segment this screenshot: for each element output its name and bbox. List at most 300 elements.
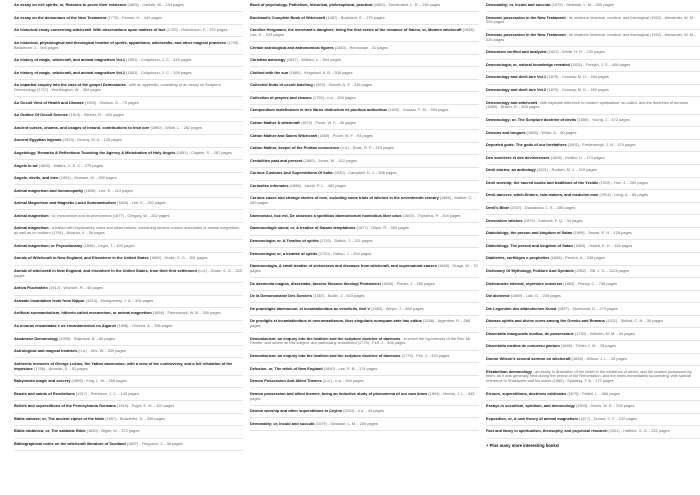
book-title[interactable]: Die alchemie	[486, 294, 510, 299]
book-title[interactable]: Dissertatio medica de conuersu pactum	[486, 344, 560, 349]
book-entry[interactable]	[14, 311, 243, 320]
book-meta: (1930) - Campbell, D. J. - 308 pages	[333, 171, 397, 176]
book-meta: (1870) - Poole, W. F. - 36 pages	[300, 121, 356, 125]
book-entry[interactable]	[486, 370, 700, 389]
book-title[interactable]: Beliefs and superstitions of the Pennsylvania Germans	[14, 404, 116, 409]
book-entry[interactable]	[250, 28, 479, 42]
book-title[interactable]: Devil stories; an anthology	[486, 168, 536, 173]
book-title[interactable]: Cotton Mather, keeper of the Puritan conscience	[250, 146, 340, 151]
book-entry[interactable]	[486, 429, 700, 438]
book-title[interactable]: Aramaic incantation texts from Nippur	[14, 298, 85, 303]
book-meta: (1920) - Sinnett, A. P. - 316 pages	[313, 83, 373, 88]
book-title[interactable]: Demonism verified and analyzed	[486, 50, 547, 55]
book-meta: (1919) - Hoe, J. - 250 pages	[599, 180, 648, 185]
book-title[interactable]: Demonic possession in the New Testament	[486, 15, 566, 20]
book-entry[interactable]	[14, 244, 243, 253]
book-title[interactable]: De la Demonomanie Des Sorciers	[250, 294, 313, 299]
book-meta: (n.d.) - Kirk, W. - 330 pages	[78, 349, 126, 354]
book-entry[interactable]	[14, 269, 243, 283]
book-title[interactable]: Demonology and witchcraft	[486, 100, 538, 105]
book-meta: (1869) - Poole, W. F. - 93 pages	[318, 133, 374, 138]
book-title[interactable]: Animal magnetism and homoeopathy	[14, 188, 84, 193]
book-entry[interactable]	[14, 176, 243, 185]
book-entry[interactable]	[14, 126, 243, 135]
book-entry[interactable]	[14, 189, 243, 198]
book-title[interactable]: Assamese Demonology	[14, 336, 58, 341]
book-entry[interactable]	[250, 307, 479, 316]
book-title[interactable]: Babylonian magic and sorcery	[14, 379, 71, 384]
book-column-1	[14, 3, 243, 495]
book-meta: (1905) - White, A. - 60 pages	[526, 130, 577, 135]
book-entry[interactable]	[14, 101, 243, 110]
book-meta: (1880) - Jones, W. - 612 pages	[303, 158, 357, 163]
book-entry[interactable]	[14, 392, 243, 401]
book-entry[interactable]	[250, 264, 479, 278]
book-meta: (1603) - Thyraeus, P. - 304 pages	[402, 213, 461, 218]
book-column-2	[250, 3, 479, 495]
book-title[interactable]: An essay on evil spirits; or, Reasons to prove their existence	[14, 3, 127, 7]
book-meta: (1850) - Sunderland, L. R. - 138 pages	[373, 3, 441, 7]
book-meta: (1851) - Clayton, S. - 267 pages	[176, 150, 232, 155]
book-title[interactable]: Beasts and saints of Revelations	[14, 391, 75, 396]
book-title[interactable]: Bibliographical notes on the witchcraft literature of Scotland	[14, 442, 126, 447]
book-entry[interactable]	[250, 159, 479, 168]
book-title[interactable]: Demoniacism: an enquiry into the heathen and the scripture doctrine of daemons	[250, 354, 401, 359]
book-meta: (1775) - Farmer, H. - 440 pages	[107, 15, 163, 20]
book-meta: (1905) - Rajkowar, B. - 80 pages	[59, 336, 116, 341]
book-title[interactable]: An impartial enquiry into the case of the gospel Demoniacks	[14, 83, 126, 88]
book-meta: (1879) - Karkeek, P. Q. - 34 pages	[523, 218, 583, 223]
book-title[interactable]: Book of psychology. Pathetism, historical, philosophical, practical	[250, 3, 373, 7]
book-title[interactable]: Caroline Hergmann, the merchant's daughter; being the first series of the romance of Salem, or, Modern witchcraft	[250, 28, 462, 33]
book-entry[interactable]	[486, 307, 700, 316]
book-meta: (1677) - Gilpin, R. - 500 pages	[356, 226, 409, 231]
book-entry[interactable]	[486, 131, 700, 140]
book-title[interactable]: Devil-dancers, witch-finders, rain-makers, and medicine-men	[486, 193, 599, 198]
book-meta: (1914) - Steiner, R. - 494 pages	[69, 113, 124, 118]
book-meta: (1921) - Sinibal, C. N. - 30 pages	[606, 319, 663, 324]
book-title[interactable]: An history of magic, witchcraft, and animal magnetism Vol.1	[14, 58, 126, 63]
book-entry[interactable]	[486, 156, 700, 165]
book-title[interactable]: Devil worship; the sacred books and traditions of the Yezidiz	[486, 180, 599, 185]
book-entry[interactable]	[250, 282, 479, 291]
book-entry[interactable]	[250, 16, 479, 25]
book-entry[interactable]	[250, 319, 479, 333]
book-meta: (1913) - Montgomery, J. A. - 326 pages	[85, 298, 154, 303]
book-meta: (1904) - Graham, W. - 399 pages	[59, 176, 117, 181]
book-entry[interactable]	[486, 404, 700, 413]
book-meta: (1899) - Jewett, E. H. - 128 pages	[573, 231, 632, 236]
book-entry[interactable]	[486, 101, 700, 115]
book-entry[interactable]	[14, 362, 243, 376]
book-meta: (1912) - Wünsch, R. - 46 pages	[48, 286, 104, 291]
book-title[interactable]: Demonology and devil-lore Vol.1	[486, 75, 547, 80]
book-entry[interactable]	[14, 58, 243, 67]
book-entry[interactable]	[250, 196, 479, 210]
book-meta: (1647) - William, L. - 894 pages	[286, 58, 341, 63]
book-title[interactable]: Devil's Bible	[486, 206, 509, 211]
book-entry[interactable]	[250, 146, 479, 155]
book-title[interactable]: Collection of prayers and charms	[250, 95, 312, 100]
book-title[interactable]: Deported gods: The gods of our forefathers	[486, 143, 567, 148]
book-title[interactable]: Angels, devils, and men	[14, 176, 59, 181]
book-title[interactable]: Animal magnetism; or Psycodunamy	[14, 243, 83, 248]
book-meta: (1898) - Waters, C. E. C. - 275 pages	[38, 163, 103, 168]
book-entry[interactable]	[14, 164, 243, 173]
book-meta: (1587) - Bodin, J. - 623 pages	[313, 294, 365, 299]
book-title[interactable]: Demonologia; or, a treatise of spirits	[250, 251, 318, 256]
book-meta: (1836) - Lee, E. - 113 pages	[84, 188, 133, 193]
book-title[interactable]: Annals of Witchcraft in New England, and Elsewhere in the United States	[14, 256, 149, 261]
book-title[interactable]: De daemonia magica, dissertatio, tassero filosoco theologi Pontanensi	[250, 281, 381, 286]
book-meta: : with especial reference to modern spiritualism, so called, and the doctrines of demons (1889) - Brown, R. - 308 pages	[486, 100, 688, 110]
book-title[interactable]: Demonology and devil-lore Vol.2	[486, 88, 547, 93]
book-title[interactable]: Buckland's Complete Book of Witchcraft	[250, 15, 326, 20]
book-entry[interactable]	[250, 184, 479, 193]
book-meta: (1879) - Pettell, L. - 360 pages	[567, 391, 620, 396]
book-meta: (1889) - Kingsford, A. B. - 308 pages	[289, 70, 353, 75]
book-meta: (1846) - Wilson, J. L. - 28 pages	[571, 357, 628, 361]
book-entry[interactable]	[486, 143, 700, 152]
book-entry[interactable]	[250, 239, 479, 248]
book-title[interactable]: Demonologia; or, A Treatise of spirits	[250, 239, 319, 243]
book-entry[interactable]	[486, 256, 700, 265]
book-meta: (1866) - Mather, C. - 269 pages	[250, 196, 475, 206]
book-meta: (1904) - Lang, A. - 66 pages	[599, 193, 648, 198]
book-entry[interactable]	[14, 349, 243, 358]
book-meta: (1720) - Hutchinson, F. - 370 pages	[166, 28, 228, 33]
book-entry[interactable]	[14, 429, 243, 438]
book-entry[interactable]	[14, 337, 243, 346]
book-title[interactable]: Biblia naturae; or, The ancient cipher of the bible	[14, 416, 105, 421]
book-title[interactable]: Die Legenden des altdeutschen Kunst	[486, 306, 557, 311]
book-entry[interactable]	[486, 181, 700, 190]
book-meta: (1890) - Bigler, W. - 370 pages	[86, 429, 140, 434]
book-entry[interactable]	[250, 3, 479, 12]
book-entry[interactable]	[14, 417, 243, 426]
book-meta: (1822) - White, H. H. - 230 pages	[547, 50, 605, 55]
book-entry[interactable]	[250, 96, 479, 105]
book-title[interactable]: Demoniacism: an enquiry into the heathen and the scripture doctrine of daemons	[250, 336, 401, 341]
book-title[interactable]: Ancient curses, charms, and usages of Ireland, contributions to Irish lore	[14, 125, 150, 130]
book-meta: (1831) - Forsyth, J. S. - 466 pages	[570, 62, 631, 67]
book-meta: : its relations historical, medical, and theological (1902) - Alexander, W. M. - 226 pages	[486, 15, 697, 25]
book-meta: (n.d.) - n.a. - 394 pages	[322, 379, 364, 384]
book-meta: (1665) - Drage, W. - 70 pages	[250, 264, 478, 273]
book-title[interactable]: Daemonologie sacra; or, A treatise of Satans temptations	[250, 226, 356, 231]
book-title[interactable]: An history of magic, witchcraft, and animal magnetism Vol.2	[14, 70, 126, 75]
book-title[interactable]: Diableries, sortilèges e prophéties	[486, 256, 550, 261]
book-entry[interactable]	[14, 379, 243, 388]
book-meta: : its relations historical, medical, and theological (1902) - Alexander, W. M. - 226 pages	[486, 32, 697, 42]
book-meta: (1898) - Pereira, A. - 236 pages	[550, 256, 605, 261]
book-entry[interactable]	[486, 75, 700, 84]
book-title[interactable]: Essays in occultism, spiritism, and demonology	[486, 404, 575, 409]
book-title[interactable]: Angelology; Remarks & Reflections Touching the Agency & Ministration of Holy Angels	[14, 150, 176, 155]
book-entry[interactable]	[14, 214, 243, 223]
book-title[interactable]: Antiva Fluchtafeln	[14, 286, 48, 291]
book-title[interactable]: Animal Magnetism and Magnetic Lucid Somnambulism	[14, 201, 116, 206]
book-column-3	[486, 3, 700, 495]
book-entry[interactable]	[250, 226, 479, 235]
book-title[interactable]: Demonologia; or, natural knowledge revealed	[486, 62, 570, 67]
book-meta: (1869) - Lutz, G. - 235 pages	[510, 294, 561, 299]
book-meta: (1846) - Leger, T. - 403 pages	[83, 243, 135, 248]
book-entry[interactable]	[486, 206, 700, 215]
book-entry[interactable]	[14, 226, 243, 240]
book-entry[interactable]	[14, 404, 243, 413]
book-entry[interactable]	[250, 392, 479, 406]
book-meta: (1886) - Jacob, P. L. - 482 pages	[289, 183, 346, 188]
book-meta: (1720) - Dalton, J. - 204 pages	[318, 251, 372, 256]
book-entry[interactable]	[486, 193, 700, 202]
book-title[interactable]: An historical essay concerning witchcraft. With observations upon matters of fact	[14, 28, 166, 33]
book-title[interactable]: Clothed with the sun	[250, 70, 289, 75]
book-title[interactable]: An essay on the demoniacs of the New Testament	[14, 15, 107, 20]
book-title[interactable]: Delusion, or, The witch of New England	[250, 366, 323, 371]
book-meta: : an essay in illustration of the belief in the existence of devils, and the powers possessed by them, as it was generally held during the period of the Reformation, and the times immediately succeeding; with special reference to Shakspere and his works (1880) - Spalding, T. A. - 172 pages	[486, 369, 692, 384]
book-title[interactable]: Curious Customs And Superstitions Of India	[250, 171, 333, 176]
book-meta: (1851) - Colquhoun, J. C. - 415 pages	[126, 58, 192, 63]
book-meta: (1863) - Plancy, C. - 748 pages	[563, 281, 617, 286]
book-title[interactable]: Dictionnaire infernal, répertoire universel	[486, 281, 563, 286]
book-entry[interactable]	[250, 337, 479, 351]
book-meta: (n.d.) - Boas, R. P. - 310 pages	[340, 146, 394, 151]
book-meta: (1879) - Conway, M. D. - 492 pages	[547, 88, 609, 93]
book-title[interactable]: An historical, physiological and theological treatise of spirits, apparitions, witchcrafts, and other magical practices	[14, 40, 227, 45]
book-title[interactable]: Credulities past and present	[250, 158, 303, 163]
book-title[interactable]: Curiosités infernales	[250, 183, 289, 188]
book-title[interactable]: Disease-spirits and divine cures among the Greeks and Romans	[486, 319, 605, 324]
book-meta: (1869) - Drake, S. G. - 351 pages	[149, 256, 208, 261]
book-meta: (1856) - Young, J. - 472 pages	[577, 118, 630, 123]
book-title[interactable]: An Outline Of Occult Science	[14, 113, 69, 118]
book-title[interactable]: Demonic possession in the New Testament	[486, 32, 566, 37]
book-meta: (1913) - Murray, M. A. - 128 pages	[62, 138, 122, 143]
book-entry[interactable]	[250, 379, 479, 388]
book-entry[interactable]	[486, 332, 700, 341]
book-title[interactable]: As mouras encantadas e os encantamentos no Algarve	[14, 324, 117, 329]
book-title[interactable]: Astrological and magical treatises	[14, 349, 78, 354]
book-title[interactable]: An Occult View of Health and Disease	[14, 100, 84, 105]
book-meta: (1889) - Jewett, E. H. - 128 pages	[573, 243, 633, 248]
book-entry[interactable]	[486, 357, 700, 366]
book-entry[interactable]	[486, 33, 700, 47]
book-meta: : in which the hypotheses of the Rev. Mr. Farmer, and others on this subject, are particularly considered (1775) - Fell, J. - 406 pages	[250, 336, 472, 346]
book-meta: (1568) - Argentine, R. - 268 pages	[250, 319, 471, 329]
book-meta: (2003) - n.a. - 44 pages	[343, 409, 384, 414]
book-entry[interactable]	[250, 58, 479, 67]
book-title[interactable]: Demon Possession And Allied Themes	[250, 379, 322, 384]
book-title[interactable]: Curious cases and strange stories of love, including some trials of witches in the seventeenth century	[250, 196, 439, 201]
book-meta: (1901) - Frederburgh, J. N. - 474 pages	[567, 143, 636, 148]
book-title[interactable]: Demons and tongues	[486, 130, 526, 135]
book-title[interactable]: De prodigiis et incantationibus et necromantiarum, liber singularis numquam ante hac editus	[250, 319, 422, 324]
book-entry[interactable]	[14, 16, 243, 25]
book-entry[interactable]	[250, 422, 479, 431]
book-title[interactable]: Biblia rabbinica; or, The sabbatic Bible	[14, 429, 86, 434]
book-entry[interactable]	[14, 151, 243, 160]
book-title[interactable]: Daemonologia. A small treatise of sicknesses and diseases from witchcraft, and supernatural causes	[250, 264, 437, 269]
book-meta: (1897) - Stumhaub, D. - 279 pages	[557, 306, 618, 311]
book-entry[interactable]	[486, 50, 700, 59]
book-meta: (1866) - Lee, E. - 352 pages	[116, 201, 166, 206]
book-title[interactable]: Diabolology; the person and kingdom of Satan	[486, 231, 573, 236]
book-entry[interactable]	[250, 294, 479, 303]
book-title[interactable]: Collected fruits of occult teaching	[250, 83, 313, 88]
book-entry[interactable]	[486, 282, 700, 291]
book-entry[interactable]	[14, 299, 243, 308]
book-title[interactable]: Animal magnetism	[14, 213, 49, 218]
book-entry[interactable]	[14, 201, 243, 210]
book-title[interactable]: Demonality; or, Incubi and succubi	[250, 421, 315, 426]
book-title[interactable]: Artificial somnambulism, hitherto called mesmerism, or animal magnetism	[14, 311, 152, 316]
book-title[interactable]: Demonology; or, The Scripture doctrine of devils	[486, 118, 577, 123]
book-title[interactable]: Errours, superstitions, doctrines médicales	[486, 391, 567, 396]
book-entry[interactable]	[14, 256, 243, 265]
book-meta: (1658) - Pomer, J. - 180 pages	[381, 281, 435, 286]
book-entry[interactable]	[486, 294, 700, 303]
book-title[interactable]: Demon possession and allied themes; being an inductive study of phenomena of our own times	[250, 391, 428, 396]
book-entry[interactable]	[486, 244, 700, 253]
book-entry[interactable]	[250, 121, 479, 130]
book-title[interactable]: Compendium maleficarum in tres libros distinctum ex pluribus authoribus	[250, 108, 388, 113]
book-entry[interactable]	[486, 231, 700, 240]
book-meta: (1898) - Oliveira, A. - 398 pages	[117, 324, 173, 329]
book-title[interactable]: Certain astrological and astronomical figures	[250, 45, 334, 50]
book-entry[interactable]	[250, 134, 479, 143]
book-entry[interactable]	[14, 28, 243, 37]
book-entry[interactable]	[14, 41, 243, 55]
book-meta: (1894) - Nevius, J. L. - 343 pages	[250, 391, 475, 401]
book-entry[interactable]	[486, 16, 700, 30]
book-entry[interactable]	[14, 442, 243, 451]
book-entry[interactable]	[250, 46, 479, 55]
book-entry[interactable]	[486, 219, 700, 228]
book-meta: (1626) - Guazzo, F. M. - 394 pages	[388, 108, 449, 113]
book-meta: (1879) - Sinistrari, L. M. - 250 pages	[315, 421, 378, 426]
book-entry[interactable]	[486, 392, 700, 401]
book-entry[interactable]	[14, 324, 243, 333]
book-title[interactable]: Demonality; or, Incubi and succubi	[486, 3, 551, 7]
book-title[interactable]: Doctor Wilson's second sermon on witchcraft	[486, 357, 571, 361]
book-meta: (1917) - Robinson, J. C. - 140 pages	[75, 391, 139, 396]
book-meta: (1987) - Buckland, R. - 270 pages	[326, 15, 385, 20]
book-entry[interactable]	[486, 344, 700, 353]
book-entry[interactable]	[486, 269, 700, 278]
book-title[interactable]: Elizabethan demonology	[486, 369, 532, 374]
more-books-link[interactable]: + Plus many more interesting books!	[486, 443, 560, 449]
book-title[interactable]: Animal magnetism	[14, 226, 49, 231]
book-title[interactable]: Fact and fancy in spiritualism, theosophy, and psychical research	[486, 429, 608, 434]
book-entry[interactable]	[486, 118, 700, 127]
book-meta: (1879) - Sinistrari, L. M. - 250 pages	[551, 3, 614, 7]
book-meta: (1606) - Molitor, U. - 174 pages	[550, 155, 605, 160]
book-meta: (1869) - Fahnestock, W. B. - 300 pages	[152, 311, 221, 316]
book-entry[interactable]	[486, 417, 700, 426]
book-title[interactable]: Dictionary Of Mythology, Folklore And Symbols	[486, 268, 574, 273]
book-meta: (1825) - Carlisle, W. - 134 pages	[127, 3, 184, 7]
book-meta: (1897) - Boisdeffre, D. - 336 pages	[105, 416, 166, 421]
book-entry[interactable]	[14, 286, 243, 295]
book-meta: (1463) - Horoscope - 31 pages	[334, 45, 388, 50]
book-meta: (1915) - Fogel, E. M. - 420 pages	[116, 404, 175, 409]
book-title[interactable]: Cotton Mather and Salem Witchcraft	[250, 133, 317, 138]
book-entry[interactable]	[14, 83, 243, 97]
book-meta: (1750) - n.a. - 200 pages	[312, 95, 356, 100]
book-entry[interactable]	[14, 3, 243, 12]
book-meta: ; a ballad with explanatory notes and observations; containing several curious anecdotes of animal magnetism, as well as on modern (1791) - Nicanor, V. - 36 pages	[14, 226, 241, 236]
book-title[interactable]: Authentic memoirs of George Lukins, the Yatton daemoniac; with a view of the controversy, and a full refutation of the imposture	[14, 361, 233, 371]
book-entry[interactable]	[250, 354, 479, 363]
book-title[interactable]: Dissertatio inauguralis medica, de possessione	[486, 331, 574, 336]
book-title[interactable]: Angels in art	[14, 163, 38, 168]
book-meta: (1903) - Harris, W. R. - 204 pages	[575, 404, 635, 409]
book-meta: (1666) - Thiller, J. M. - 25 pages	[560, 344, 616, 349]
book-title[interactable]: De praestigiis daemonum, et incantationibus ac veneficiis, libri V	[250, 306, 370, 311]
book-title[interactable]: Christian astrology	[250, 58, 286, 63]
book-entry[interactable]	[250, 214, 479, 223]
book-meta: (1925) - Hodson, G. - 70 pages	[84, 100, 139, 105]
book-title[interactable]: Annals of witchcraft in New England, and elsewhere in the United States, from their first settlement	[14, 268, 197, 273]
book-entry[interactable]	[250, 108, 479, 117]
book-title[interactable]: Exposition, or, A new theory of animal magnetism	[486, 416, 578, 421]
book-meta: (1877) - Durant, C. F. - 232 pages	[578, 416, 638, 421]
book-meta: (1788) - Norman, S. - 52 pages	[33, 365, 88, 371]
book-title[interactable]: Des sorcières et des devineresses	[486, 155, 550, 160]
book-meta: (1840) - Lee, E. B. - 174 pages	[323, 366, 378, 371]
book-meta: (1897) - Ferguson, J. - 38 pages	[126, 442, 183, 447]
book-entry[interactable]	[486, 63, 700, 72]
book-meta: (1705) - Beaumont, J. - 500 pages	[14, 40, 241, 50]
book-meta: (1921) - Rudwin, M. J. - 319 pages	[536, 168, 597, 173]
book-entry[interactable]	[14, 71, 243, 80]
book-meta: (1879) - Conway, M. D. - 454 pages	[547, 75, 609, 80]
book-entry[interactable]	[14, 138, 243, 147]
book-entry[interactable]	[486, 88, 700, 97]
book-entry[interactable]	[486, 3, 700, 12]
book-meta: : with an appendix, consisting of an essay on Scripture Demonology (1737) - Worthington, W. - 304 pages	[14, 83, 221, 93]
book-entry[interactable]	[486, 168, 700, 177]
book-meta: (1779) - Fell, J. - 415 pages	[401, 354, 450, 359]
book-title[interactable]: Daemoniaci, hoc est, De obsessis a spiritibus daemoniorum hominibus liber unus	[250, 213, 402, 218]
book-title[interactable]: Devonshire witches	[486, 218, 523, 223]
book-entry[interactable]	[486, 319, 700, 328]
book-entry[interactable]	[250, 83, 479, 92]
book-meta: (1896) - King, L. W. - 288 pages	[71, 379, 127, 384]
book-meta: (1901) - Hatfield, G. G. - 222 pages	[608, 429, 670, 434]
book-meta: (1848) - Lee, E. - 103 pages	[250, 28, 477, 37]
book-entry[interactable]	[250, 252, 479, 261]
book-title[interactable]: Diabolology. The person and kingdom of Satan	[486, 243, 573, 248]
book-entry[interactable]	[14, 113, 243, 122]
book-title[interactable]: Cotton Mather & witchcraft	[250, 121, 300, 125]
book-meta: (1582) - Weyer, J. - 660 pages	[371, 306, 424, 311]
book-title[interactable]: Ancient Egyptian legends	[14, 138, 62, 143]
book-title[interactable]: Demon worship and other superstitions in Ceylon	[250, 409, 343, 414]
book-entry[interactable]	[250, 171, 479, 180]
book-meta: (1851) - Colquhoun, J. C. - 329 pages	[126, 70, 192, 75]
book-meta: (1730) - Volheim, M. M. - 44 pages	[574, 331, 635, 336]
book-meta: ; or, mesmerism and its phenomena (1877) - Gregory, W. - 252 pages	[49, 213, 170, 218]
book-entry[interactable]	[250, 409, 479, 418]
book-meta: (1962) - Gill, J. G. - 1123 pages	[574, 268, 630, 273]
book-entry[interactable]	[250, 71, 479, 80]
book-meta: (1890) - Wilde, L. - 262 pages	[150, 125, 202, 130]
book-entry[interactable]	[250, 367, 479, 376]
book-meta: (1720) - Dalton, J. - 201 pages	[319, 239, 373, 243]
book-meta: (2007) - Dianabosa, L. S. - 286 pages	[510, 206, 576, 211]
